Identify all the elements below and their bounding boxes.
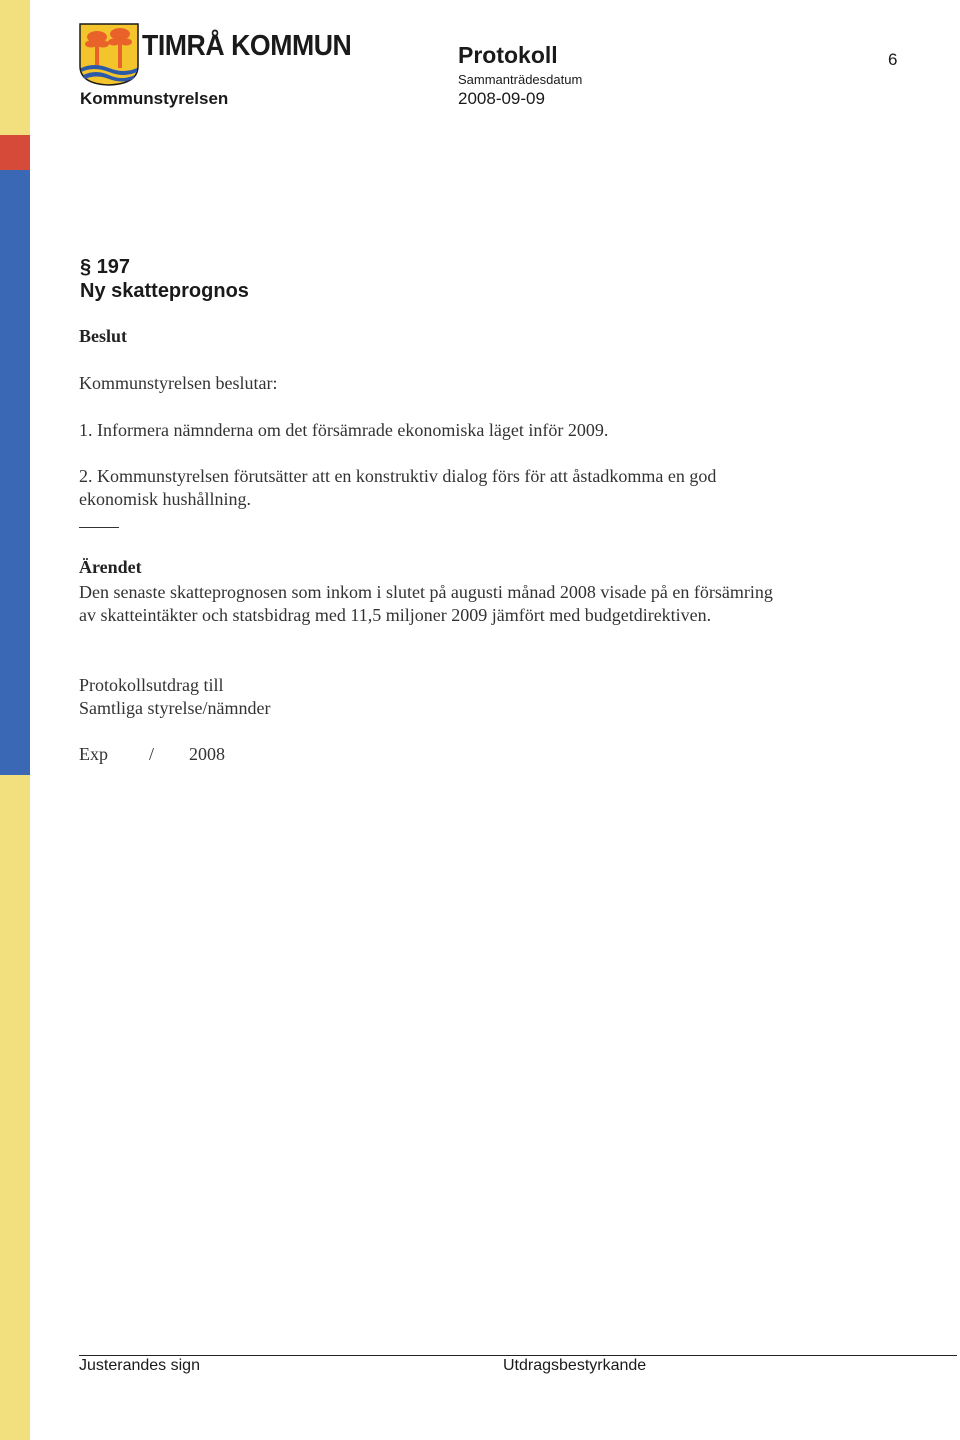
side-bar-blue [0,170,30,775]
arendet-heading: Ärendet [79,557,142,577]
beslut-heading: Beslut [79,326,128,346]
side-bar-yellow-bottom [0,775,30,1440]
justerandes-sign-label: Justerandes sign [79,1357,200,1374]
protokollsutdrag-recipients: Samtliga styrelse/nämnder [79,698,271,718]
document-type: Protokoll [458,42,558,68]
expedition-row [79,743,225,766]
beslut-intro: Kommunstyrelsen beslutar: [79,373,278,393]
logo-wordmark: TIMRÅ KOMMUN [142,30,352,62]
committee-name: Kommunstyrelsen [80,89,229,108]
section-number-value: 197 [96,256,131,278]
exp-year: 2008 [189,744,225,764]
municipality-logo [78,22,140,86]
section-divider [79,527,119,528]
meeting-date-label: Sammanträdesdatum [458,72,583,87]
utdragsbestyrkande-label: Utdragsbestyrkande [503,1357,647,1374]
coat-of-arms-icon [78,22,140,86]
exp-label: Exp [79,744,108,764]
arendet-text: Den senaste skatteprognosen som inkom i slutet på augusti månad 2008 visade på en försämring av skatteintäkter och statsbidrag med 11,5 miljoner 2009 jämfört med budgetdirektiven. [79,582,773,625]
paragraph-sign-icon: § [80,256,92,278]
page-number: 6 [888,50,898,69]
protokollsutdrag-label: Protokollsutdrag till [79,675,224,695]
decision-item-2: 2. Kommunstyrelsen förutsätter att en konstruktiv dialog förs för att åstadkomma en god ekonomisk hushållning. [79,466,717,509]
side-bar-yellow-top [0,0,30,135]
exp-slash: / [149,744,155,764]
section-number [80,256,130,279]
side-bar-red [0,135,30,170]
meeting-date: 2008-09-09 [458,89,545,108]
section-title: Ny skatteprognos [80,280,249,302]
side-color-bar [0,0,30,1440]
footer-rule [79,1355,957,1356]
decision-item-1: 1. Informera nämnderna om det försämrade ekonomiska läget inför 2009. [79,420,609,440]
